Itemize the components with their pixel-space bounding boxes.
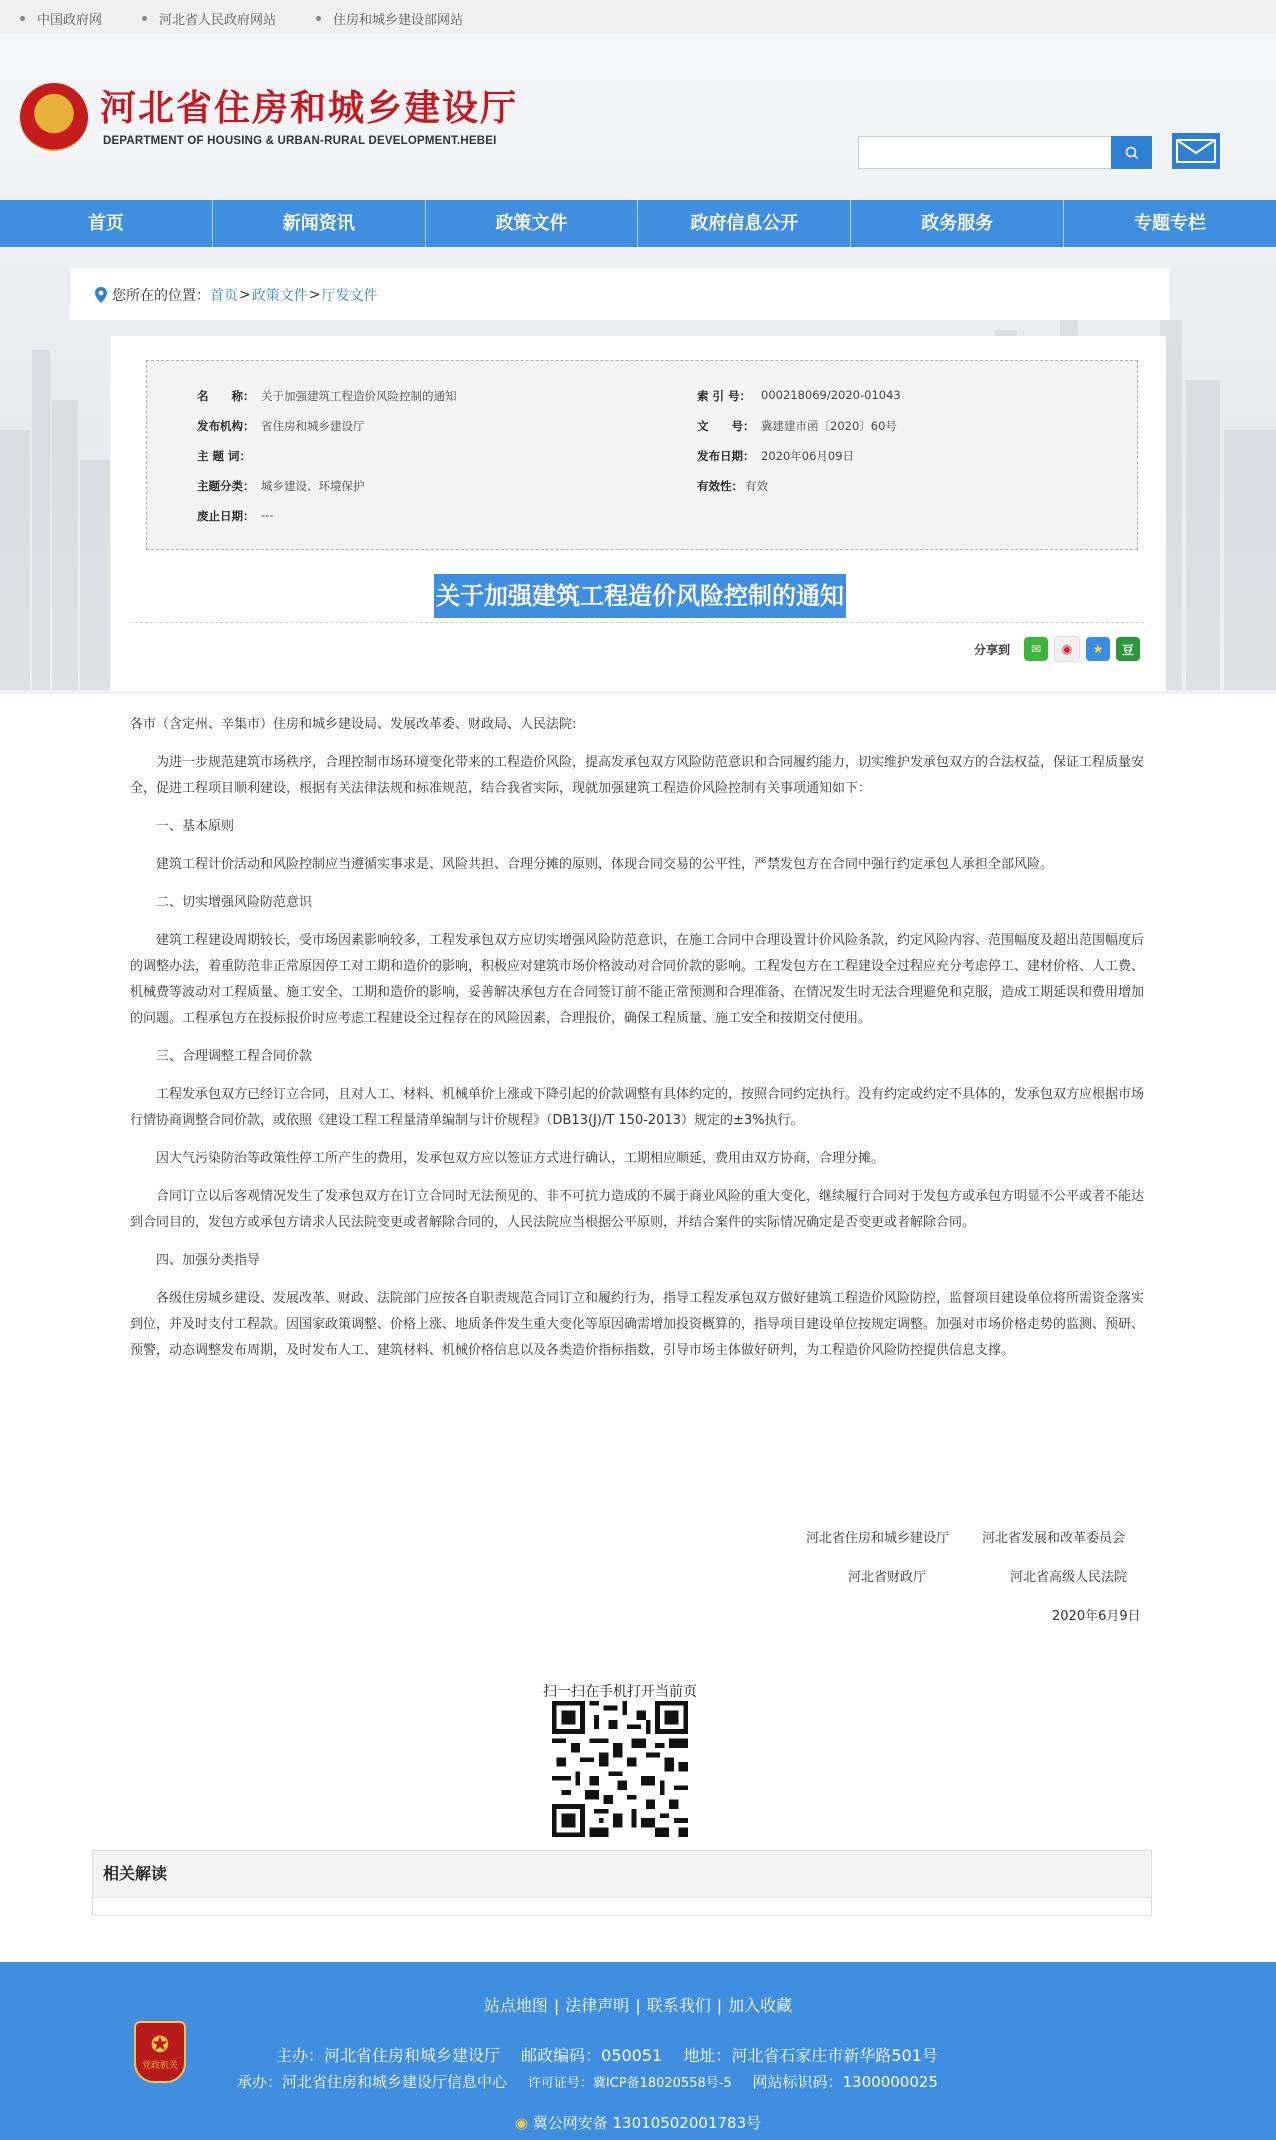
footer-link-contact[interactable]: 联系我们: [646, 1996, 711, 2015]
breadcrumb-policy[interactable]: 政策文件: [251, 288, 308, 304]
paragraph: 各级住房城乡建设、发展改革、财政、法院部门应按各自职责规范合同订立和履约行为，指导工程发承包双方做好建筑工程造价风险防控，监督项目建设单位将所需资金落实到位，并及时支付工程款。因国家政策调整、价格上涨、地质条件发生重大变化等原因确需增加投资概算的，指导项目建设单位按规定调整。加强对市场价格走势的监测、预研、预警，动态调整发布周期，及时发布人工、建筑材料、机械价格信息以及各类造价指标指数，引导市场主体做好研判，为工程造价风险防控提供信息支撑。: [130, 1291, 1145, 1358]
meta-expire-label: 废止日期：: [197, 509, 255, 523]
signature-date: 2020年6月9日: [1052, 1609, 1141, 1624]
meta-org-label: 发布机构：: [197, 419, 255, 433]
search-input[interactable]: [858, 136, 1152, 169]
police-record[interactable]: 冀公网安备 13010502001783号: [532, 2114, 762, 2132]
nav-gov-info[interactable]: 政府信息公开: [638, 200, 851, 247]
signature-org-court: 河北省高级人民法院: [1010, 1570, 1128, 1585]
site-footer: [0, 1962, 1276, 2140]
badge-emblem-icon: ✪: [150, 2032, 170, 2058]
breadcrumb-dept-docs[interactable]: 厅发文件: [321, 288, 378, 304]
main-nav: [0, 200, 1276, 247]
external-links: [20, 9, 463, 28]
sponsor: 河北省住房和城乡建设厅: [324, 2046, 501, 2065]
footer-link-legal[interactable]: 法律声明: [565, 1996, 630, 2015]
badge-text: 党政机关: [141, 2060, 178, 2071]
meta-category: 城乡建设、环境保护: [261, 479, 365, 493]
address-label: 地址：: [683, 2046, 732, 2065]
weibo-share-icon[interactable]: ◉: [1054, 636, 1080, 662]
related-title: 相关解读: [93, 1851, 1151, 1898]
link-hebei-gov[interactable]: 河北省人民政府网站: [142, 9, 276, 28]
qr-code-icon: [552, 1701, 688, 1837]
footer-sponsor-line: [276, 2043, 938, 2066]
party-gov-badge[interactable]: [134, 2021, 186, 2083]
document-title: 关于加强建筑工程造价风险控制的通知: [434, 574, 846, 618]
icp-label: 许可证号：: [527, 2076, 593, 2091]
site-title[interactable]: 河北省住房和城乡建设厅: [100, 87, 519, 129]
link-gov-cn[interactable]: 中国政府网: [20, 9, 102, 28]
footer-link-sitemap[interactable]: 站点地图: [483, 1996, 548, 2015]
meta-validity: 有效: [745, 479, 768, 493]
meta-subject-label: 主 题 词：: [197, 449, 252, 463]
paragraph: 建筑工程建设周期较长，受市场因素影响较多，工程发承包双方应切实增强风险防范意识，在施工合同中合理设置计价风险条款，约定风险内容、范围幅度及超出范围幅度后的调整办法，着重防范非正常原因停工对工期和造价的影响，积极应对建筑市场价格波动对合同价款的影响。工程发包方在工程建设全过程应充分考虑停工、建材价格、人工费、机械费等波动对工程质量、施工安全、工期和造价的影响，妥善解决承包方在合同签订前不能正常预测和合理准备、在情况发生时无法合理避免和克服，造成工期延误和费用增加的问题。工程承包方在投标报价时应考虑工程建设全过程存在的风险因素，合理报价，确保工程质量、施工安全和按期交付使用。: [130, 933, 1145, 1026]
site-id: 1300000025: [842, 2073, 938, 2091]
meta-index-label: 索 引 号：: [697, 389, 752, 403]
qr-label: 扫一扫在手机打开当前页: [543, 1684, 697, 1700]
site-header: [0, 35, 1276, 200]
paragraph: 合同订立以后客观情况发生了发承包双方在订立合同时无法预见的、非不可抗力造成的不属于商业风险的重大变化，继续履行合同对于发包方或承包方明显不公平或者不能达到合同目的，发包方或承包方请求人民法院变更或者解除合同的，人民法院应当根据公平原则，并结合案件的实际情况确定是否变更或者解除合同。: [130, 1189, 1145, 1230]
national-emblem-icon: [20, 83, 88, 151]
organizer: 河北省住房和城乡建设厅信息中心: [282, 2073, 508, 2091]
paragraph: 建筑工程计价活动和风险控制应当遵循实事求是、风险共担、合理分摊的原则，体现合同交易的公平性，严禁发包方在合同中强行约定承包人承担全部风险。: [156, 857, 1054, 872]
meta-docno: 冀建建市函〔2020〕60号: [761, 419, 897, 433]
top-links-bar: [0, 0, 1276, 35]
meta-date: 2020年06月09日: [761, 449, 855, 463]
section-heading: 三、合理调整工程合同价款: [156, 1049, 313, 1064]
section-heading: 一、基本原则: [156, 819, 235, 834]
address: 河北省石家庄市新华路501号: [731, 2046, 938, 2065]
wechat-share-icon[interactable]: ✉: [1024, 637, 1048, 661]
breadcrumb-separator: >: [308, 287, 321, 303]
link-mohurd[interactable]: 住房和城乡建设部网站: [316, 9, 463, 28]
meta-expire: ---: [261, 508, 274, 522]
meta-index: 000218069/2020-01043: [761, 388, 901, 402]
nav-home[interactable]: 首页: [0, 200, 213, 247]
nav-topics[interactable]: 专题专栏: [1134, 213, 1207, 234]
icp-number[interactable]: 冀ICP备18020558号-5: [592, 2076, 732, 2091]
breadcrumb-separator: >: [239, 287, 251, 303]
postcode: 050051: [601, 2046, 663, 2065]
signature-org-ndrc: 河北省发展和改革委员会: [982, 1531, 1126, 1546]
organizer-label: 承办：: [237, 2073, 283, 2091]
nav-policy[interactable]: 政策文件: [426, 200, 639, 247]
footer-organizer-line: [237, 2071, 938, 2092]
meta-org: 省住房和城乡建设厅: [261, 419, 365, 433]
related-interpretation: [92, 1850, 1152, 1916]
search-button[interactable]: [1111, 136, 1152, 169]
sponsor-label: 主办：: [276, 2046, 325, 2065]
footer-link-favorite[interactable]: 加入收藏: [728, 1996, 793, 2015]
nav-news[interactable]: 新闻资讯: [213, 200, 426, 247]
signature-org-finance: 河北省财政厅: [848, 1570, 927, 1585]
meta-date-label: 发布日期：: [697, 449, 755, 463]
mail-button[interactable]: [1172, 133, 1220, 169]
share-bar: [974, 636, 1140, 662]
section-heading: 二、切实增强风险防范意识: [156, 895, 313, 910]
footer-links: 站点地图 | 法律声明 | 联系我们 | 加入收藏: [483, 1996, 793, 2015]
salutation: 各市（含定州、辛集市）住房和城乡建设局、发展改革委、财政局、人民法院:: [130, 717, 577, 732]
douban-share-icon[interactable]: 豆: [1116, 637, 1140, 661]
meta-category-label: 主题分类：: [197, 479, 255, 493]
breadcrumb-home[interactable]: 首页: [210, 288, 238, 304]
title-divider: [130, 622, 1144, 623]
police-badge-icon: ◉: [514, 2114, 528, 2132]
meta-name: 关于加强建筑工程造价风险控制的通知: [261, 389, 457, 403]
paragraph: 工程发承包双方已经订立合同，且对人工、材料、机械单价上涨或下降引起的价款调整有具体约定的，按照合同约定执行。没有约定或约定不具体的，发承包双方应根据市场行情协商调整合同价款，或依照《建设工程工程量清单编制与计价规程》（DB13(J)/T 150-2013）规定的±3%执行。: [130, 1087, 1145, 1128]
section-heading: 四、加强分类指导: [156, 1253, 261, 1268]
postcode-label: 邮政编码：: [521, 2046, 602, 2065]
meta-validity-label: 有效性：: [697, 479, 743, 493]
footer-police-line: [0, 2112, 1276, 2133]
site-id-label: 网站标识码：: [752, 2073, 843, 2091]
site-title-english: DEPARTMENT OF HOUSING & URBAN-RURAL DEVELOPMENT.HEBEI: [103, 135, 497, 147]
paragraph: 为进一步规范建筑市场秩序，合理控制市场环境变化带来的工程造价风险，提高发承包双方风险防范意识和合同履约能力，切实维护发承包双方的合法权益，保证工程质量安全，促进工程项目顺利建设，根据有关法律法规和标准规范，结合我省实际，现就加强建筑工程造价风险控制有关事项通知如下：: [130, 755, 1145, 796]
breadcrumb-label: 您所在的位置：: [112, 288, 210, 304]
document-body: [130, 712, 1144, 1376]
share-label: 分享到: [974, 642, 1011, 657]
qzone-share-icon[interactable]: ★: [1086, 637, 1110, 661]
mail-icon: [1176, 139, 1216, 163]
location-pin-icon: [94, 286, 108, 304]
search-icon: [1124, 145, 1140, 161]
meta-name-label: 名 称：: [197, 389, 255, 403]
signature-org-housing: 河北省住房和城乡建设厅: [806, 1531, 950, 1546]
document-metadata: [146, 360, 1138, 550]
paragraph: 因大气污染防治等政策性停工所产生的费用，发承包双方应以签证方式进行确认，工期相应顺延，费用由双方协商，合理分摊。: [156, 1151, 885, 1166]
meta-docno-label: 文 号：: [697, 419, 755, 433]
breadcrumb: [70, 268, 1170, 320]
nav-services[interactable]: 政务服务: [851, 200, 1064, 247]
